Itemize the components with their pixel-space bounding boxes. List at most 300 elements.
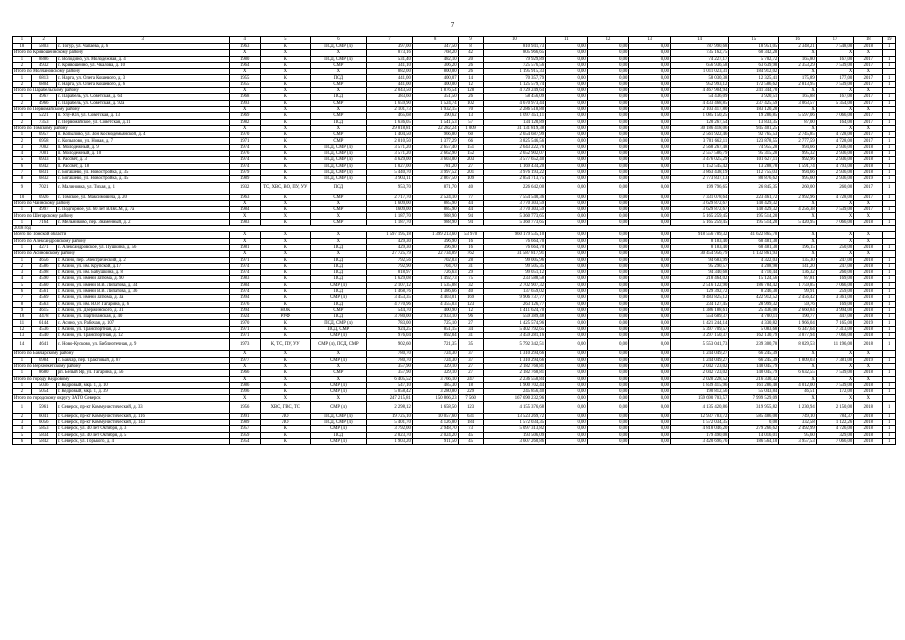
table-cell: 2017 (854, 138, 883, 144)
table-cell: 1 097 451,11 (483, 113, 545, 119)
table-cell: 1 (883, 389, 896, 395)
table-cell: ПСД (310, 432, 366, 438)
table-cell: 1971 (229, 326, 260, 332)
table-cell: 1 187,70 (366, 213, 412, 219)
table-cell: X (779, 125, 816, 131)
table-cell: 123 (458, 401, 483, 413)
table-cell: 3 361,00 (816, 295, 853, 301)
table-cell: X (229, 232, 260, 238)
table-cell: 1 187,70 (366, 219, 412, 225)
table-cell: 1 (883, 438, 896, 444)
table-cell: с. Асино, ул. Рабочая, д. 107 (56, 320, 229, 326)
table-cell: 260,00 (779, 182, 816, 194)
table-cell: 2 643 222,76 (483, 144, 545, 150)
table-cell: 0,00 (587, 182, 629, 194)
table-cell: г. Северск, пр-кт Коммунистический, д. 116 (56, 413, 229, 419)
table-cell: с. Парабель, ул. Советская, д. 64 (56, 94, 229, 100)
table-cell: 35 (458, 339, 483, 351)
table-cell: 7 (366, 37, 412, 44)
table-cell: 203 (458, 157, 483, 163)
table-cell: 1 (883, 62, 896, 68)
table-cell: 1 839 415,96 (670, 382, 728, 388)
table-cell: 216 330,32 (729, 376, 779, 382)
table-cell: 1 609,00 (366, 200, 412, 206)
table-cell: 3 607 260,86 (483, 438, 545, 444)
table-cell: К (260, 219, 310, 225)
table-cell: 0,00 (546, 113, 588, 119)
table-cell: 9 (458, 37, 483, 44)
table-cell: 1 524,74 (412, 100, 458, 106)
table-cell: 9 (13, 182, 32, 194)
table-cell: 0,00 (629, 426, 671, 432)
table-cell: 0,00 (546, 56, 588, 62)
table-cell: Итого по Шегарскому району (13, 213, 230, 219)
table-cell: 164,00 (816, 119, 853, 125)
table-cell: 165,88 (779, 94, 816, 100)
table-cell: 5961 (31, 401, 56, 413)
table-cell: 0,00 (587, 194, 629, 200)
table-cell: 6 405,52 (366, 376, 412, 382)
table-cell: 2018 (854, 426, 883, 432)
table-cell: 3 (56, 37, 229, 44)
table-cell: 199 796,65 (670, 182, 728, 194)
table-cell: 429,30 (366, 244, 412, 250)
table-cell: 7 165,00 (816, 320, 853, 326)
table-cell: 0,00 (587, 138, 629, 144)
table-cell: 8886 (31, 56, 56, 62)
table-row (13, 401, 896, 413)
table-cell: г. Асино, ул. имени Затюма, д. 90 (56, 276, 229, 282)
table-cell: 784,37 (816, 413, 853, 419)
table-cell: К (260, 144, 310, 150)
table-cell: 137 659,02 (483, 288, 545, 294)
table-cell: 76 664,70 (483, 244, 545, 250)
table-cell: 0,00 (629, 320, 671, 326)
table-cell: 2017 (854, 75, 883, 81)
table-cell: 781,20 (412, 163, 458, 169)
table-cell: 0,00 (546, 176, 588, 182)
table-cell: 3 571,20 (366, 144, 412, 150)
table-cell: 0,00 (587, 144, 629, 150)
table-cell: К (260, 282, 310, 288)
table-cell: ПСД, СМР (л) (310, 44, 366, 50)
table-cell: X (779, 238, 816, 244)
table-cell: 1 (883, 370, 896, 376)
table-cell: X (816, 238, 853, 244)
table-cell: 945 401,25 (729, 125, 779, 131)
table-cell: К (260, 169, 310, 175)
table-cell: 1 (13, 207, 32, 213)
table-cell: 19 286,85 (729, 113, 779, 119)
table-cell: 1959 (229, 432, 260, 438)
table-cell: 396,90 (412, 238, 458, 244)
table-cell: 1 (883, 157, 896, 163)
table-cell: 0,00 (629, 207, 671, 213)
table-cell: X (816, 363, 853, 369)
table-cell: 1963 (229, 194, 260, 200)
table-cell: с. Нарга, ул. Олега Кошевого, д. 3 (56, 75, 229, 81)
table-cell: 169,00 (816, 276, 853, 282)
table-cell: 3 571,20 (366, 151, 412, 157)
table-cell: 134 120,89 (483, 119, 545, 125)
table-cell: СМР (310, 113, 366, 119)
table-cell: 383,60 (366, 94, 412, 100)
table-cell: К (260, 81, 310, 87)
table-cell: 3 792,00 (366, 426, 412, 432)
table-cell: X (779, 251, 816, 257)
table-cell: г. Асино, ул. им. Бабушкина, д. 8 (56, 270, 229, 276)
table-cell: 7 066,00 (816, 219, 853, 225)
table-cell: 1955 (229, 75, 260, 81)
table-cell: 0,00 (546, 200, 588, 206)
table-cell: 31 131 819,38 (483, 125, 545, 131)
table-cell: 4656 (31, 257, 56, 263)
table-cell: ЛО (260, 420, 310, 426)
table-cell: К (260, 382, 310, 388)
table-cell: 1 (883, 94, 896, 100)
table-cell: X (310, 106, 366, 112)
table-cell: ПСД, СМР (л) (310, 413, 366, 419)
table-cell: с. Ново-Кусково, ул. Библиотечная, д. 9 (56, 339, 229, 351)
table-cell: ПСД (310, 119, 366, 125)
table-cell: 792,90 (366, 263, 412, 269)
table-cell: ПСД, СМР (л) (310, 144, 366, 150)
table-cell: 0,00 (546, 50, 588, 56)
table-cell: 1 195 915,33 (483, 69, 545, 75)
table-cell: 749,10 (779, 413, 816, 419)
table-cell: X (260, 238, 310, 244)
table-cell: 18 (13, 44, 32, 50)
table-cell: 1954 (229, 438, 260, 444)
table-cell: 1 (883, 326, 896, 332)
table-cell: 5 097 313,82 (483, 426, 545, 432)
table-cell: 10 (483, 37, 545, 44)
table-cell: 40 (458, 288, 483, 294)
table-cell: 0,00 (546, 213, 588, 219)
table-cell: 1 (883, 426, 896, 432)
table-cell: 0,00 (587, 213, 629, 219)
table-cell: 0,00 (546, 219, 588, 225)
table-cell: 1 (883, 56, 896, 62)
table-cell: X (816, 251, 853, 257)
table-cell: 1 (883, 163, 896, 169)
table-cell: 0,00 (629, 50, 671, 56)
table-cell: 995,32 (779, 151, 816, 157)
table-cell: г. Асино, ул. имени В.В. Липатова, д. 36 (56, 288, 229, 294)
table-cell: 4590 (31, 276, 56, 282)
registry-table-body (13, 37, 896, 445)
table-cell: 27 (458, 363, 483, 369)
table-cell: 400,00 (412, 81, 458, 87)
table-cell: с. Подгорное, ул. 60 лет ВЛКСМ, д. 7а (56, 207, 229, 213)
table-cell: 0,00 (546, 301, 588, 307)
table-cell: X (310, 213, 366, 219)
table-cell: 53 970 (458, 232, 483, 238)
table-cell: 918 556 789,32 (670, 232, 728, 238)
table-cell: 1976 (229, 301, 260, 307)
table-cell: X (854, 351, 883, 357)
table-cell: 2018 (854, 257, 883, 263)
table-cell: 14 (13, 339, 32, 351)
table-cell: X (779, 106, 816, 112)
table-cell: 94 340,68 (670, 270, 728, 276)
table-cell: 1 421 244,14 (670, 320, 728, 326)
table-cell: 0,00 (629, 194, 671, 200)
table-cell: 800,00 (412, 69, 458, 75)
table-cell: К (260, 276, 310, 282)
table-cell: 0,00 (546, 244, 588, 250)
table-cell: г. Асино, пер. Электрический, д. 2 (56, 257, 229, 263)
table-cell: 995,60 (779, 176, 816, 182)
table-cell: 1983 (229, 219, 260, 225)
table-cell: 190,77 (779, 314, 816, 320)
table-cell: СМР (310, 194, 366, 200)
table-cell: К (260, 119, 310, 125)
table-cell: 2 948,70 (412, 426, 458, 432)
table-cell: 1974 (229, 144, 260, 150)
table-cell: 0,00 (629, 144, 671, 150)
table-cell: 482,10 (412, 56, 458, 62)
table-cell: 4 330,82 (729, 320, 779, 326)
table-cell: 952 993,12 (670, 81, 728, 87)
table-cell: 1 377,29 (412, 138, 458, 144)
table-cell: 0,00 (546, 88, 588, 94)
table-cell: X (779, 213, 816, 219)
table-cell: 0,00 (629, 270, 671, 276)
table-cell: 1 (883, 144, 896, 150)
table-cell: X (229, 69, 260, 75)
table-cell: с. Кривошеино, ул. Чкалова, д. 10 (56, 62, 229, 68)
table-cell: 4540 (31, 333, 56, 339)
table-cell: К, ТС, ПУ, УУ (260, 339, 310, 351)
table-cell: 0,00 (546, 263, 588, 269)
table-cell: 465,68 (366, 113, 412, 119)
table-cell: 2018 (854, 44, 883, 50)
table-cell: 3 420 696,76 (670, 438, 728, 444)
table-cell: 13 (458, 113, 483, 119)
table-cell: X (779, 200, 816, 206)
table-cell: РУФ (260, 314, 310, 320)
table-cell: ПСД (310, 75, 366, 81)
table-cell: К (260, 295, 310, 301)
table-cell: 0,00 (587, 395, 629, 401)
table-cell: 0,00 (546, 363, 588, 369)
table-cell: 1 169 434,20 (483, 163, 545, 169)
table-cell: 12 (458, 81, 483, 87)
table-cell: 2 777,59 (779, 138, 816, 144)
table-cell: 4966 (31, 100, 56, 106)
table-cell: X (779, 88, 816, 94)
table-cell: 4 126,80 (412, 420, 458, 426)
table-cell: К (260, 270, 310, 276)
table-cell: 2 933,10 (412, 314, 458, 320)
table-cell: 4 629,00 (366, 157, 412, 163)
table-cell: X (229, 395, 260, 401)
table-cell: 161 286,48 (729, 382, 779, 388)
table-cell: 0,00 (587, 401, 629, 413)
table-cell: 2 182 768,81 (483, 370, 545, 376)
table-cell: 0,00 (587, 333, 629, 339)
table-cell: 0,00 (629, 263, 671, 269)
table-cell: 0,00 (546, 339, 588, 351)
table-cell: ПСД, СМР (л) (310, 151, 366, 157)
table-cell: п. Рассвет, д. 3 (56, 157, 229, 163)
table-cell: 0,00 (587, 263, 629, 269)
table-cell: 175,89 (779, 75, 816, 81)
table-cell: 1 658,50 (412, 401, 458, 413)
table-cell: ПСД, СМР (310, 326, 366, 332)
table-cell: 11 (546, 37, 588, 44)
table-cell: 762 (458, 251, 483, 257)
table-cell: 259,00 (816, 288, 853, 294)
table-cell: 79 929,89 (483, 56, 545, 62)
table-cell: К (260, 44, 310, 50)
table-cell: г. Асино, ул. Транспортная, д. 2 (56, 326, 229, 332)
table-cell: К (260, 163, 310, 169)
table-cell: 4 155 376,68 (483, 401, 545, 413)
table-cell: 6144 (31, 320, 56, 326)
table-cell: 260,00 (816, 270, 853, 276)
table-cell: 2018 (854, 144, 883, 150)
table-cell: 77 (458, 194, 483, 200)
table-cell: 2018 (854, 295, 883, 301)
table-cell: 0,00 (629, 182, 671, 194)
table-cell: 0,00 (629, 376, 671, 382)
table-cell: г. Асино, ул. Дзержинского, д. 31 (56, 307, 229, 313)
table-row (13, 438, 896, 444)
table-cell: X (310, 238, 366, 244)
table-cell: 2018 (854, 382, 883, 388)
table-cell: 14 (458, 75, 483, 81)
table-cell: 1 (883, 132, 896, 138)
table-cell: X (779, 50, 816, 56)
table-cell: 1 (883, 75, 896, 81)
table-cell: 0,00 (587, 69, 629, 75)
table-cell: 40 (458, 182, 483, 194)
table-cell: 2018 год (13, 226, 896, 232)
table-cell: 1 085 150,25 (670, 113, 728, 119)
table-cell: 441,00 (366, 81, 412, 87)
table-cell: 15 (729, 37, 779, 44)
table-cell: 1977 (229, 357, 260, 363)
table-cell: 32 (458, 282, 483, 288)
table-cell: 2 854 713,75 (483, 176, 545, 182)
table-cell: 1 572 034,35 (670, 420, 728, 426)
table-cell: 1 903,20 (366, 438, 412, 444)
table-cell: 1 (883, 119, 896, 125)
table-cell: 4 (229, 37, 260, 44)
table-cell: 0,00 (629, 100, 671, 106)
table-cell: X (854, 363, 883, 369)
table-cell: 2 745,85 (779, 132, 816, 138)
table-cell: 5 792 342,51 (483, 339, 545, 351)
table-cell: 45 (458, 438, 483, 444)
table-cell: 2 516 122,90 (670, 282, 728, 288)
table-cell: 68 481,30 (729, 244, 779, 250)
table-cell: 94 (458, 213, 483, 219)
table-cell: 184 (458, 420, 483, 426)
table-cell: 4 256,38 (779, 207, 816, 213)
table-cell: 7 313,00 (816, 326, 853, 332)
table-cell: 0,00 (587, 50, 629, 56)
table-cell: 12 325,41 (729, 75, 779, 81)
table-cell: 4569 (31, 295, 56, 301)
table-cell: 140 045,79 (729, 363, 779, 369)
table-cell: 2017 (854, 182, 883, 194)
table-row (13, 339, 896, 351)
table-cell: 4 728,00 (816, 194, 853, 200)
table-cell: 3 297 150,37 (670, 333, 728, 339)
table-cell: 911,50 (412, 438, 458, 444)
table-cell: 485,30 (412, 382, 458, 388)
table-cell: 1 386 188,61 (670, 307, 728, 313)
table-cell: 2 042 723,02 (670, 370, 728, 376)
table-cell: 95 315,28 (729, 151, 779, 157)
table-cell: 0,00 (546, 169, 588, 175)
table-cell: 2 524,10 (412, 194, 458, 200)
table-cell: 4932 (31, 62, 56, 68)
table-cell: с. Томское, ул. Максимовича, д. 20 (56, 194, 229, 200)
table-cell: 0,00 (629, 213, 671, 219)
table-cell: 4563 (31, 301, 56, 307)
table-cell: 0,00 (546, 257, 588, 263)
table-cell: 7 066,00 (816, 333, 853, 339)
table-cell: X (854, 69, 883, 75)
table-cell: 0,00 (629, 94, 671, 100)
table-cell: 390,62 (412, 113, 458, 119)
table-cell: 1 411 624,70 (483, 307, 545, 313)
table-cell: К (260, 263, 310, 269)
table-cell: 0,00 (629, 326, 671, 332)
table-cell: К (260, 56, 310, 62)
table-cell: X (260, 395, 310, 401)
table-cell: 6813 (31, 75, 56, 81)
table-cell: 5 597,06 (779, 113, 816, 119)
table-cell: 0,00 (587, 357, 629, 363)
table-cell: 2 657,40 (412, 144, 458, 150)
table-cell: 4 433 468,85 (670, 100, 728, 106)
table-cell: К (260, 257, 310, 263)
table-cell: 18 951,05 (729, 44, 779, 50)
table-cell: 0,00 (629, 339, 671, 351)
table-cell: СМР (л) (310, 389, 366, 395)
table-cell: 260,00 (816, 182, 853, 194)
table-cell: 2 867,50 (412, 176, 458, 182)
table-cell: 2 702 907,32 (483, 282, 545, 288)
table-cell: 2 010,50 (366, 138, 412, 144)
table-cell: К (260, 244, 310, 250)
table-cell: 241 344,70 (729, 88, 779, 94)
table-cell: ПСД (310, 182, 366, 194)
table-cell: 2 492,99 (779, 426, 816, 432)
table-cell: 792,56 (366, 257, 412, 263)
table-cell: 2 557 586,79 (670, 151, 728, 157)
table-cell: г. Асино, ул. им. Крупской, д.17 (56, 263, 229, 269)
table-cell: 3 903,11 (366, 176, 412, 182)
table-cell: 162 130,79 (729, 333, 779, 339)
table-cell: X (229, 238, 260, 244)
table-cell: 4561 (31, 288, 56, 294)
table-cell: 2 (13, 100, 32, 106)
table-cell: 6958 (31, 138, 56, 144)
table-cell: 2 (31, 37, 56, 44)
table-cell: 5 360 773,65 (483, 213, 545, 219)
table-cell: 6926 (31, 194, 56, 200)
table-cell: 1 230,94 (779, 401, 816, 413)
table-cell: 44 (458, 207, 483, 213)
table-cell: 31 (458, 263, 483, 269)
table-cell: 3 (13, 270, 32, 276)
